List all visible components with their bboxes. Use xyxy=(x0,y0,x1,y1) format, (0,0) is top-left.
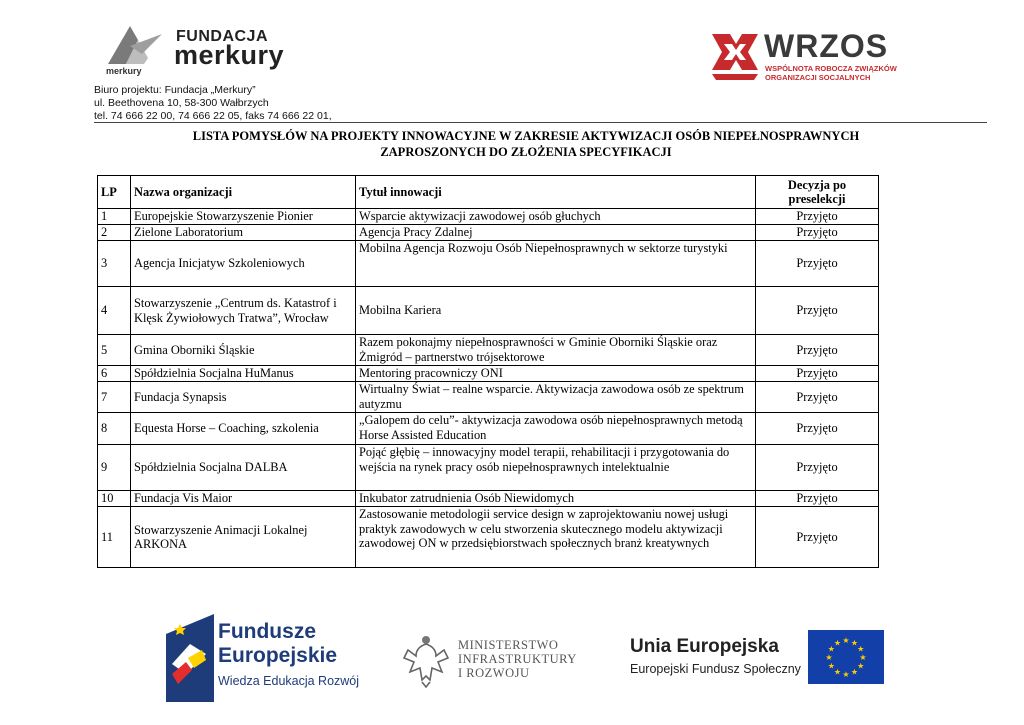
row-decision: Przyjęto xyxy=(756,209,879,225)
table-row xyxy=(98,209,879,225)
table-row xyxy=(98,413,879,445)
document-title-line-2: ZAPROSZONYCH DO ZŁOŻENIA SPECYFIKACJI xyxy=(380,144,672,159)
row-organization: Stowarzyszenie „Centrum ds. Katastrof i Klęsk Żywiołowych Tratwa”, Wrocław xyxy=(131,287,356,335)
wrzos-logo xyxy=(708,30,898,86)
row-innovation-title: Pojąć głębię – innowacyjny model terapii, rehabilitacji i przygotowania do wejścia na rynek pracy osób niepełnosprawnych intelektualnie xyxy=(356,445,756,491)
table-row xyxy=(98,225,879,241)
ministry-line2: INFRASTRUKTURY xyxy=(458,652,577,666)
eu-star-icon: ★ xyxy=(825,653,833,662)
row-organization: Europejskie Stowarzyszenie Pionier xyxy=(131,209,356,225)
table-row xyxy=(98,507,879,568)
row-organization: Stowarzyszenie Animacji Lokalnej ARKONA xyxy=(131,507,356,568)
row-lp: 11 xyxy=(98,507,131,568)
fe-line1: Fundusze xyxy=(218,620,316,643)
address-line-2: ul. Beethovena 10, 58-300 Wałbrzych xyxy=(94,97,269,109)
row-organization: Spółdzielnia Socjalna DALBA xyxy=(131,445,356,491)
merkury-logo-line2: merkury xyxy=(174,40,285,70)
eu-star-icon: ★ xyxy=(859,653,867,662)
row-decision: Przyjęto xyxy=(756,491,879,507)
table-row xyxy=(98,445,879,491)
merkury-logo-small: merkury xyxy=(106,66,142,76)
document-title-line-1: LISTA POMYSŁÓW NA PROJEKTY INNOWACYJNE W ZAKRESIE AKTYWIZACJI OSÓB NIEPEŁNOSPRAWNYCH xyxy=(192,129,860,143)
row-innovation-title: Mobilna Agencja Rozwoju Osób Niepełnosprawnych w sektorze turystyki xyxy=(356,241,756,287)
table-row xyxy=(98,366,879,382)
row-lp: 1 xyxy=(98,209,131,225)
row-innovation-title: Inkubator zatrudnienia Osób Niewidomych xyxy=(356,491,756,507)
row-decision: Przyjęto xyxy=(756,413,879,445)
eu-star-icon: ★ xyxy=(842,636,850,645)
eu-star-icon: ★ xyxy=(850,638,859,648)
header-decision: Decyzja po preselekcji xyxy=(756,176,879,209)
eu-flag-icon xyxy=(808,630,884,684)
eu-star-icon: ★ xyxy=(827,661,835,671)
row-innovation-title: „Galopem do celu”- aktywizacja zawodowa osób niepełnosprawnych metodą Horse Assisted Education xyxy=(356,413,756,445)
eu-star-icon: ★ xyxy=(827,644,835,654)
row-innovation-title: Wirtualny Świat – realne wsparcie. Aktywizacja zawodowa osób ze spektrum autyzmu xyxy=(356,382,756,413)
address-line-3: tel. 74 666 22 00, 74 666 22 05, faks 74 666 22 01, xyxy=(94,110,332,122)
fe-line2: Europejskie xyxy=(218,644,338,667)
table-row xyxy=(98,335,879,366)
footer-logos xyxy=(0,612,1024,712)
merkury-emblem-icon xyxy=(104,24,166,70)
row-decision: Przyjęto xyxy=(756,225,879,241)
fe-line3: Wiedza Edukacja Rozwój xyxy=(218,674,360,688)
unia-europejska-logo xyxy=(630,632,890,692)
eu-star-icon: ★ xyxy=(857,644,865,654)
row-innovation-title: Zastosowanie metodologii service design w zaprojektowaniu nowej usługi praktyk zawodowych w celu stworzenia skutecznego modelu aktywizacji zawodowej ON w przedsiębiorstwach społecznych branż kreatywnych xyxy=(356,507,756,568)
merkury-logo-line1: FUNDACJA xyxy=(176,28,268,45)
header-divider xyxy=(94,122,987,123)
row-decision: Przyjęto xyxy=(756,366,879,382)
table-row xyxy=(98,287,879,335)
row-organization: Spółdzielnia Socjalna HuManus xyxy=(131,366,356,382)
row-lp: 2 xyxy=(98,225,131,241)
ue-line2: Europejski Fundusz Społeczny xyxy=(630,662,801,676)
eu-star-icon: ★ xyxy=(842,670,850,679)
document-title xyxy=(94,129,958,160)
row-organization: Equesta Horse – Coaching, szkolenia xyxy=(131,413,356,445)
wrzos-logo-name: WRZOS xyxy=(764,28,889,64)
project-office-address xyxy=(94,84,332,123)
table-row xyxy=(98,241,879,287)
row-lp: 3 xyxy=(98,241,131,287)
table-header-row xyxy=(98,176,879,209)
ministry-line1: MINISTERSTWO xyxy=(458,638,559,652)
fundacja-merkury-logo xyxy=(104,24,324,78)
table-row xyxy=(98,491,879,507)
row-lp: 7 xyxy=(98,382,131,413)
row-innovation-title: Mentoring pracowniczy ONI xyxy=(356,366,756,382)
row-lp: 9 xyxy=(98,445,131,491)
row-innovation-title: Mobilna Kariera xyxy=(356,287,756,335)
header-organization: Nazwa organizacji xyxy=(131,176,356,209)
row-organization: Zielone Laboratorium xyxy=(131,225,356,241)
eu-star-icon: ★ xyxy=(833,638,842,648)
wrzos-emblem-icon xyxy=(708,30,762,84)
row-organization: Fundacja Synapsis xyxy=(131,382,356,413)
header-innovation-title: Tytuł innowacji xyxy=(356,176,756,209)
row-organization: Fundacja Vis Maior xyxy=(131,491,356,507)
row-lp: 10 xyxy=(98,491,131,507)
fundusze-europejskie-emblem-icon xyxy=(166,614,216,702)
row-organization: Agencja Inicjatyw Szkoleniowych xyxy=(131,241,356,287)
row-innovation-title: Wsparcie aktywizacji zawodowej osób głuchych xyxy=(356,209,756,225)
eu-stars-icon xyxy=(808,630,884,684)
row-lp: 4 xyxy=(98,287,131,335)
row-decision: Przyjęto xyxy=(756,287,879,335)
row-decision: Przyjęto xyxy=(756,241,879,287)
eu-star-icon: ★ xyxy=(833,667,842,677)
fundusze-europejskie-logo xyxy=(166,614,366,702)
header-lp: LP xyxy=(98,176,131,209)
ue-line1: Unia Europejska xyxy=(630,636,779,657)
row-lp: 5 xyxy=(98,335,131,366)
row-innovation-title: Razem pokonajmy niepełnosprawności w Gminie Oborniki Śląskie oraz Żmigród – partnerstwo trójsektorowe xyxy=(356,335,756,366)
row-innovation-title: Agencja Pracy Zdalnej xyxy=(356,225,756,241)
row-organization: Gmina Oborniki Śląskie xyxy=(131,335,356,366)
polish-eagle-icon xyxy=(402,632,450,688)
row-decision: Przyjęto xyxy=(756,382,879,413)
table-row xyxy=(98,382,879,413)
eu-star-icon: ★ xyxy=(857,661,865,671)
row-decision: Przyjęto xyxy=(756,445,879,491)
address-line-1: Biuro projektu: Fundacja „Merkury” xyxy=(94,84,256,96)
row-lp: 6 xyxy=(98,366,131,382)
eu-star-icon: ★ xyxy=(850,667,859,677)
ministry-name xyxy=(458,638,577,680)
row-decision: Przyjęto xyxy=(756,335,879,366)
ministry-line3: I ROZWOJU xyxy=(458,666,530,680)
row-lp: 8 xyxy=(98,413,131,445)
wrzos-logo-subtitle: WSPÓLNOTA ROBOCZA ZWIĄZKÓW ORGANIZACJI SOCJALNYCH xyxy=(765,64,897,82)
innovation-ideas-table xyxy=(97,175,879,568)
ministry-logo xyxy=(402,632,592,692)
row-decision: Przyjęto xyxy=(756,507,879,568)
